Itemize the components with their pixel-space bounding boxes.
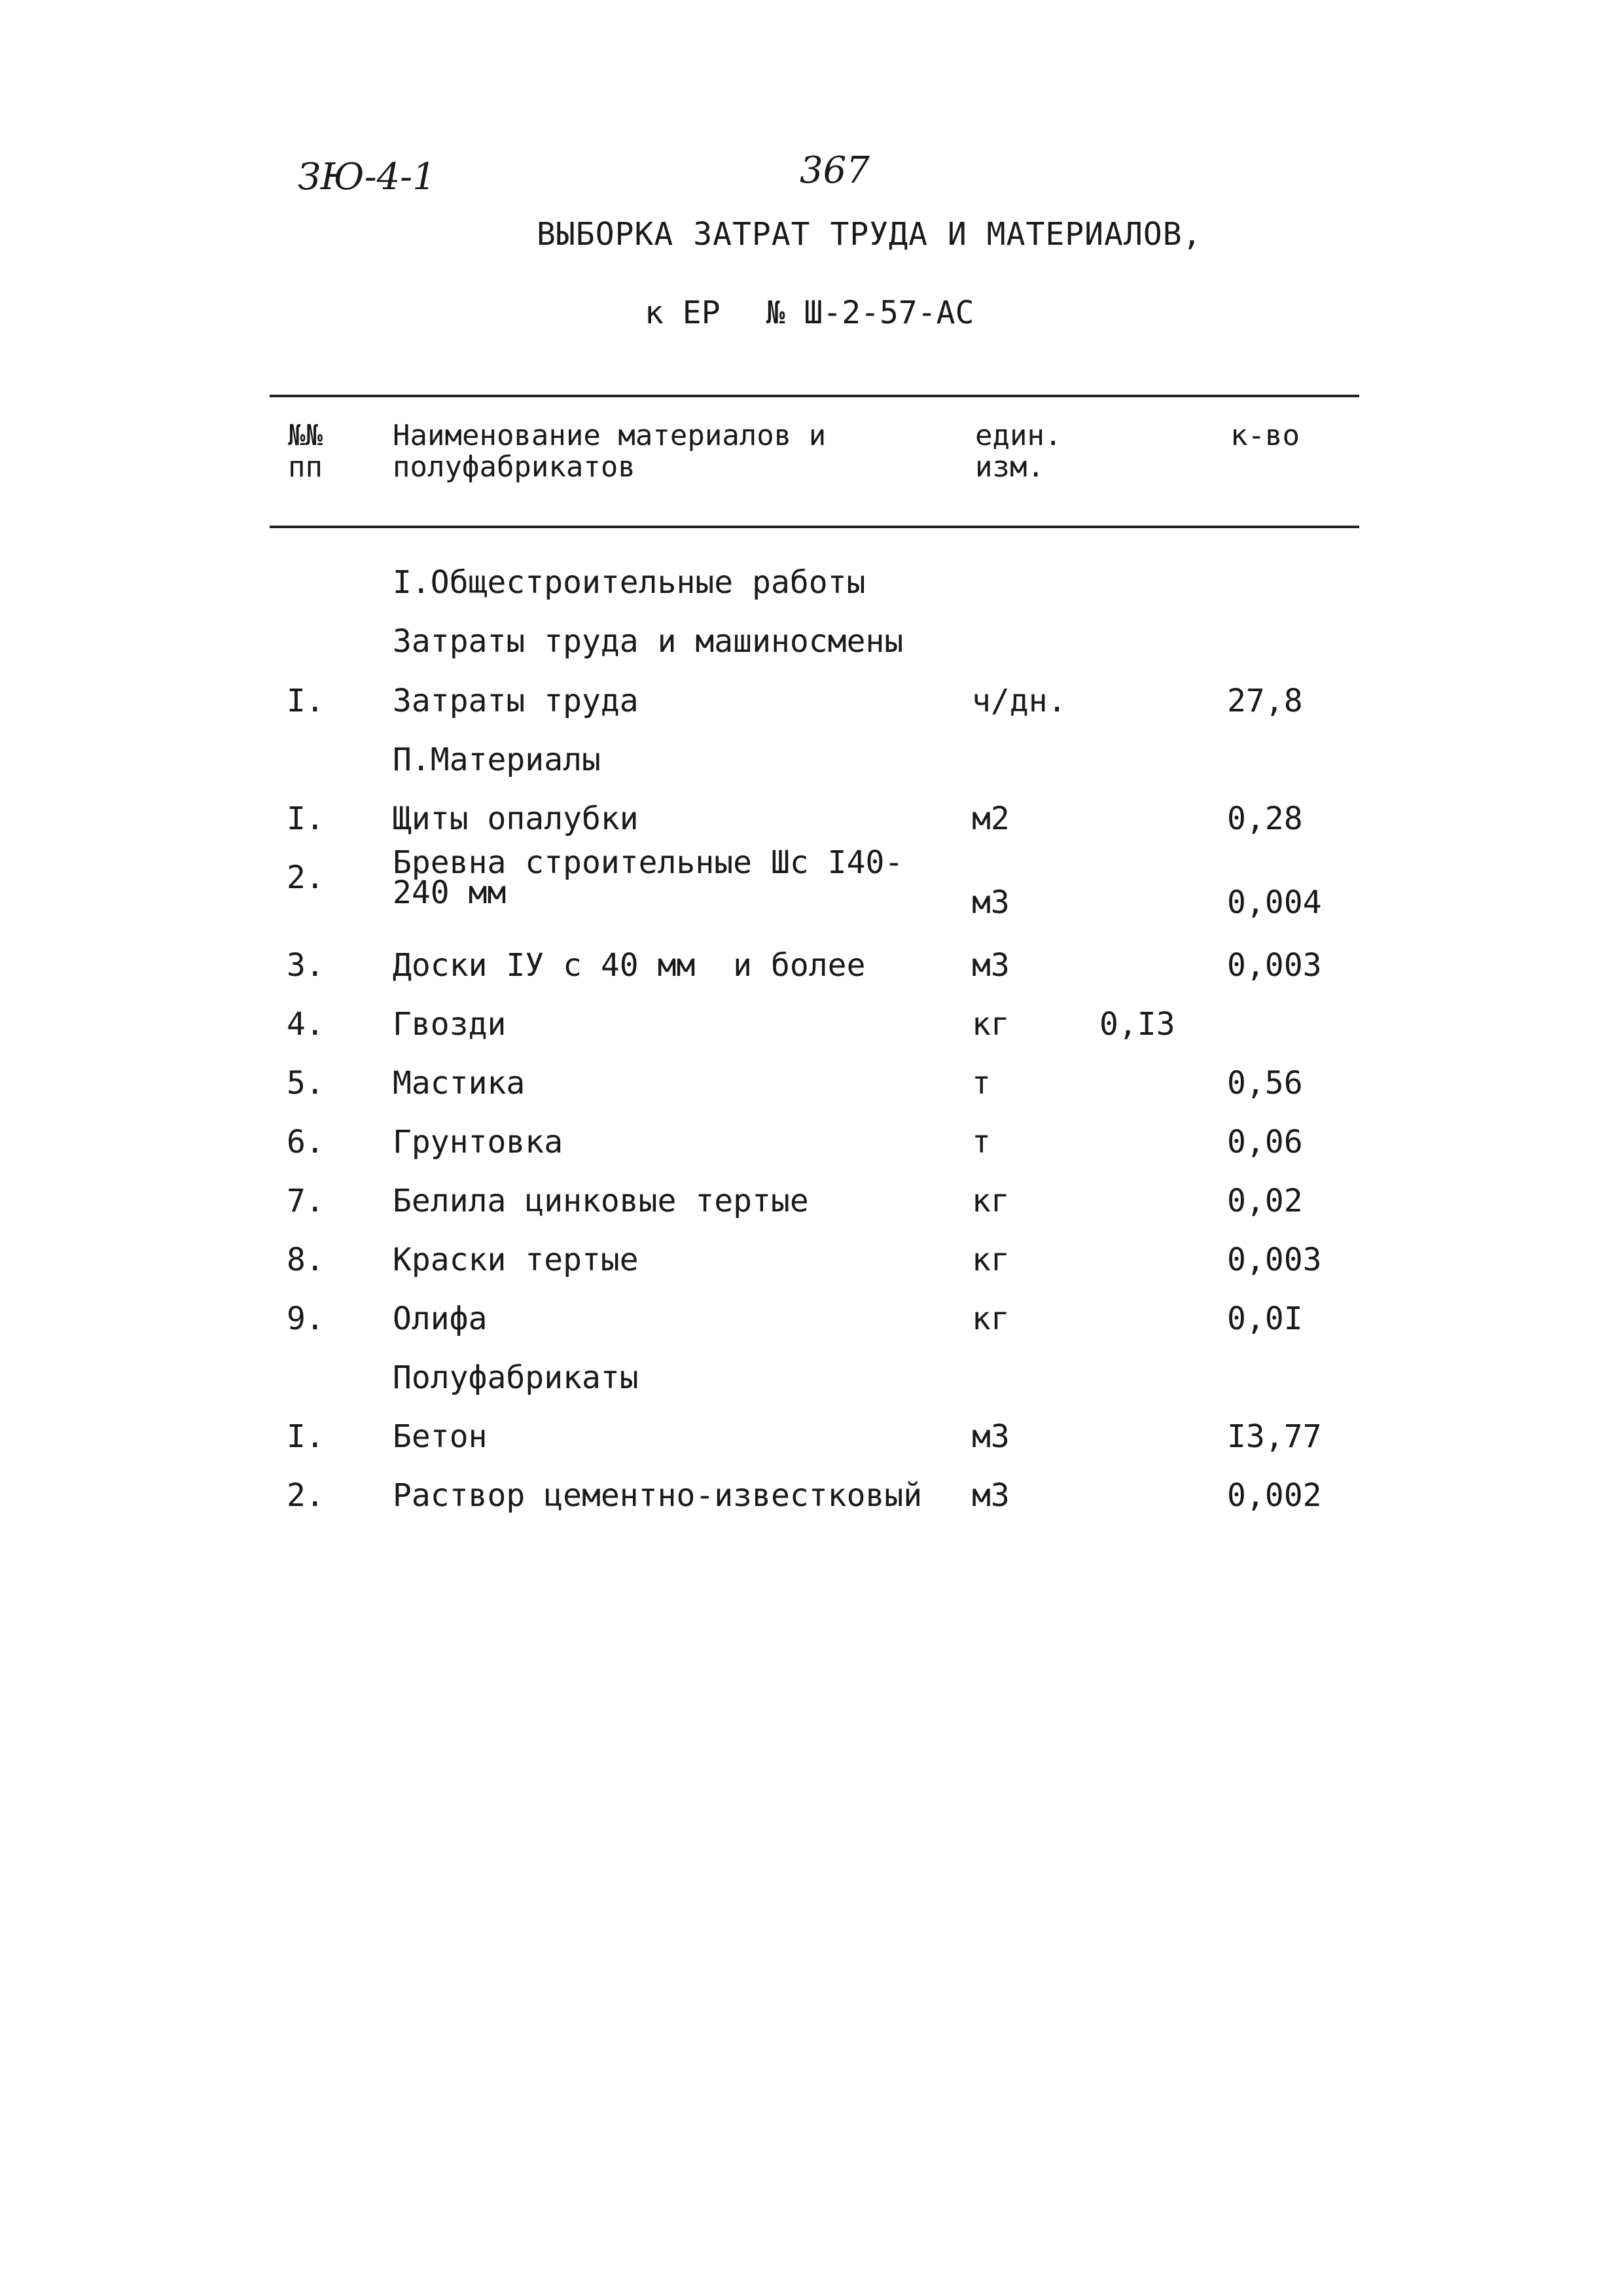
section-heading-row [0, 1359, 1623, 1418]
row-unit: т [972, 1124, 991, 1160]
table-row [0, 1300, 1623, 1359]
row-unit: ч/дн. [972, 683, 1067, 719]
row-name: Раствор цементно-известковый [393, 1477, 923, 1514]
row-name: Гвозди [393, 1006, 507, 1043]
subtitle-reference: № Ш-2-57-АС [766, 295, 974, 331]
column-header-unit: един. изм. [975, 419, 1062, 484]
row-number: 5. [287, 1065, 325, 1102]
row-unit: м3 [972, 884, 1010, 921]
row-name: Краски тертые [393, 1242, 639, 1278]
page-title: ВЫБОРКА ЗАТРАТ ТРУДА И МАТЕРИАЛОВ, [537, 216, 1202, 253]
row-quantity: 0,003 [1227, 1242, 1322, 1278]
row-quantity: 0,28 [1227, 800, 1303, 837]
table-row [0, 1418, 1623, 1477]
section-heading-row [0, 623, 1623, 682]
row-number: 2. [287, 1477, 325, 1514]
row-quantity: 0,002 [1227, 1477, 1322, 1514]
column-header-quantity: к-во [1230, 419, 1300, 452]
table-row [0, 1124, 1623, 1183]
table-row [0, 1477, 1623, 1536]
row-name: Бревна строительные Шс I40- 240 мм [393, 844, 904, 911]
row-name: Мастика [393, 1065, 526, 1102]
row-name: Доски IУ с 40 мм и более [393, 947, 866, 984]
table-row [0, 1065, 1623, 1124]
table-row [0, 1242, 1623, 1300]
row-name: Олифа [393, 1300, 488, 1337]
row-number: I. [287, 800, 325, 837]
row-name: Затраты труда [393, 683, 639, 719]
subtitle-prefix: к ЕР [645, 295, 721, 331]
row-unit: м3 [972, 1418, 1010, 1455]
row-quantity: 0,56 [1227, 1065, 1303, 1102]
row-quantity: 0,02 [1227, 1183, 1303, 1219]
table-row [0, 1006, 1623, 1065]
row-quantity: I3,77 [1227, 1418, 1322, 1455]
row-quantity: 0,I3 [1099, 1006, 1175, 1043]
row-number: 7. [287, 1183, 325, 1219]
section-heading-row [0, 742, 1623, 800]
row-name: Белила цинковые тертые [393, 1183, 809, 1219]
row-unit: кг [972, 1183, 1010, 1219]
section-heading-row [0, 564, 1623, 623]
section-labor: Затраты труда и машиносмены [393, 623, 904, 660]
row-quantity: 0,06 [1227, 1124, 1303, 1160]
row-unit: м2 [972, 800, 1010, 837]
row-name: Грунтовка [393, 1124, 563, 1160]
row-number: 4. [287, 1006, 325, 1043]
row-number: 6. [287, 1124, 325, 1160]
row-number: 9. [287, 1300, 325, 1337]
document-code: ЗЮ-4-1 [298, 156, 436, 198]
page-subtitle [645, 295, 974, 331]
row-unit: кг [972, 1242, 1010, 1278]
row-unit: м3 [972, 1477, 1010, 1514]
row-name: Бетон [393, 1418, 488, 1455]
table-header-rule [270, 526, 1359, 528]
table-row [0, 1183, 1623, 1242]
table-row [0, 947, 1623, 1006]
row-quantity: 0,004 [1227, 884, 1322, 921]
row-number: 2. [287, 859, 325, 896]
column-header-number: №№ пп [288, 419, 323, 484]
row-number: I. [287, 683, 325, 719]
table-row [0, 683, 1623, 742]
row-unit: т [972, 1065, 991, 1102]
table-top-rule [270, 395, 1359, 397]
row-quantity: 0,003 [1227, 947, 1322, 984]
section-general-works: I.Общестроительные работы [393, 564, 866, 601]
row-unit: м3 [972, 947, 1010, 984]
row-number: 8. [287, 1242, 325, 1278]
row-number: I. [287, 1418, 325, 1455]
table-row [0, 844, 1623, 944]
section-materials: П.Материалы [393, 742, 601, 778]
section-semi-finished: Полуфабрикаты [393, 1359, 639, 1396]
page-number: 367 [800, 149, 870, 192]
row-quantity: 0,0I [1227, 1300, 1303, 1337]
row-quantity: 27,8 [1227, 683, 1303, 719]
column-header-name: Наименование материалов и полуфабрикатов [393, 419, 827, 484]
row-name: Щиты опалубки [393, 800, 639, 837]
row-number: 3. [287, 947, 325, 984]
row-unit: кг [972, 1006, 1010, 1043]
row-unit: кг [972, 1300, 1010, 1337]
